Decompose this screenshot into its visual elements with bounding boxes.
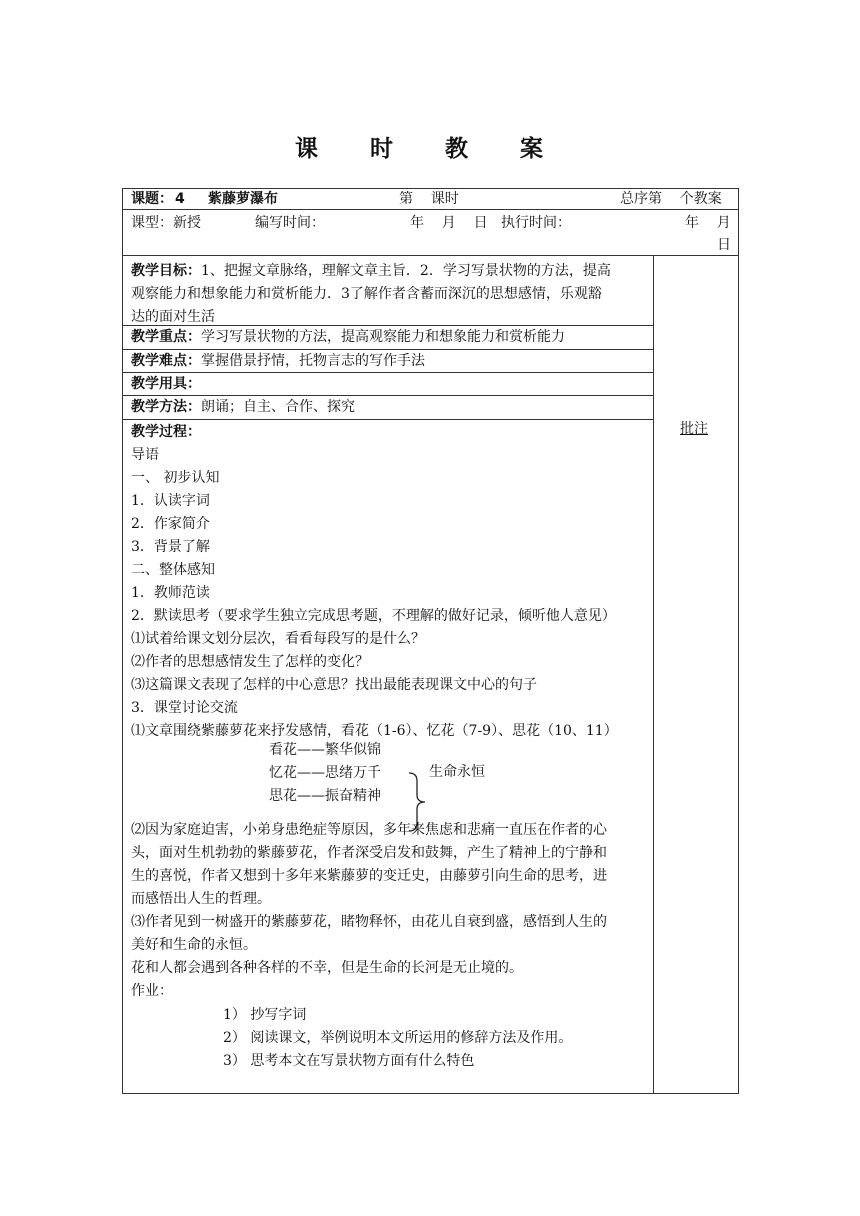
teaching-process [131,421,651,743]
process-label: 教学过程： [131,424,201,440]
homework-item: 3） 思考本文在写景状物方面有什么特色 [223,1053,475,1069]
goals-line-1: 1、把握文章脉络，理解文章主旨．2．学习写景状物的方法，提高 [201,263,611,279]
flower-diagram [269,739,409,808]
lesson-plan-table [122,188,739,1094]
process-line: 二、整体感知 [131,562,215,578]
discussion-line: 作业： [131,983,173,999]
process-line: 2．默读思考（要求学生独立完成思考题，不理解的做好记录，倾听他人意见） [131,608,616,624]
difficulties-label: 教学难点： [131,353,201,369]
process-line: 一、 初步认知 [131,470,220,486]
discussion-line: 美好和生命的永恒。 [131,937,257,953]
diagram-item: 思花——振奋精神 [269,788,381,804]
methods-label: 教学方法： [131,399,201,415]
process-line: 3．背景了解 [131,539,210,555]
key-points-text: 学习写景状物的方法，提高观察能力和想象能力和赏析能力 [201,329,565,345]
annotation-label: 批注 [680,421,708,437]
process-line: ⑴试着给课文划分层次，看看每段写的是什么？ [131,631,425,647]
total-sequence-field: 总序第 个教案 [620,191,722,207]
methods-text: 朗诵；自主、合作、探究 [201,399,355,415]
exec-time-label: 执行时间： [501,215,571,231]
homework-item: 1） 抄写字词 [223,1007,307,1023]
difficulties-row [131,351,425,371]
topic-name: 紫藤萝瀑布 [208,191,278,207]
homework-item: 2） 阅读课文，举例说明本文所运用的修辞方法及作用。 [223,1030,573,1046]
diagram-item: 看花——繁华似锦 [269,742,381,758]
period-field: 第 课时 [399,191,459,207]
process-line: 导语 [131,447,159,463]
discussion-line: 生的喜悦，作者又想到十多年来紫藤萝的变迁史，由藤萝引向生命的思考，进 [131,868,607,884]
process-line: ⑴文章围绕紫藤萝花来抒发感情，看花（1-6）、忆花（7-9）、思花（10、11） [131,723,618,739]
discussion-paragraphs [131,819,651,1003]
process-line: 2．作家简介 [131,516,210,532]
discussion-line: 花和人都会遇到各种各样的不幸，但是生命的长河是无止境的。 [131,960,523,976]
exec-date-year-month: 年 月 [685,215,731,231]
document-title: 课 时 教 案 [294,136,566,162]
goals-line-2: 观察能力和想象能力和赏析能力．3了解作者含蓄而深沉的思想感情，乐观豁 [131,286,602,302]
topic-number: 4 [175,191,185,207]
methods-row [131,397,355,417]
write-time-label: 编写时间： [255,215,325,231]
process-line: 1．认读字词 [131,493,210,509]
homework-list [223,1004,643,1073]
diagram-item: 忆花——思绪万千 [269,765,381,781]
discussion-line: ⑶作者见到一树盛开的紫藤萝花，睹物释怀，由花儿自衰到盛，感悟到人生的 [131,914,607,930]
lesson-type: 课型：新授 [131,215,201,231]
goals-line-3: 达的面对生活 [131,309,215,325]
exec-date-day: 日 [717,237,731,253]
process-line: 3．课堂讨论交流 [131,700,238,716]
discussion-line: ⑵因为家庭迫害，小弟身患绝症等原因，多年来焦虑和悲痛一直压在作者的心 [131,822,607,838]
key-points-row [131,327,565,347]
discussion-line: 而感悟出人生的哲理。 [131,891,271,907]
goals-label: 教学目标： [131,263,201,279]
topic-label: 课题： [131,191,173,207]
write-date: 年 月 日 [410,215,488,231]
tools-label: 教学用具： [131,376,201,392]
difficulties-text: 掌握借景抒情，托物言志的写作手法 [201,353,425,369]
key-points-label: 教学重点： [131,329,201,345]
discussion-line: 头，面对生机勃勃的紫藤萝花，作者深受启发和鼓舞，产生了精神上的宁静和 [131,845,607,861]
teaching-goals [131,260,651,329]
process-line: ⑶这篇课文表现了怎样的中心意思？找出最能表现课文中心的句子 [131,677,537,693]
tools-row [131,374,201,394]
process-line: ⑵作者的思想感情发生了怎样的变化？ [131,654,369,670]
diagram-result: 生命永恒 [429,764,485,780]
process-line: 1．教师范读 [131,585,210,601]
